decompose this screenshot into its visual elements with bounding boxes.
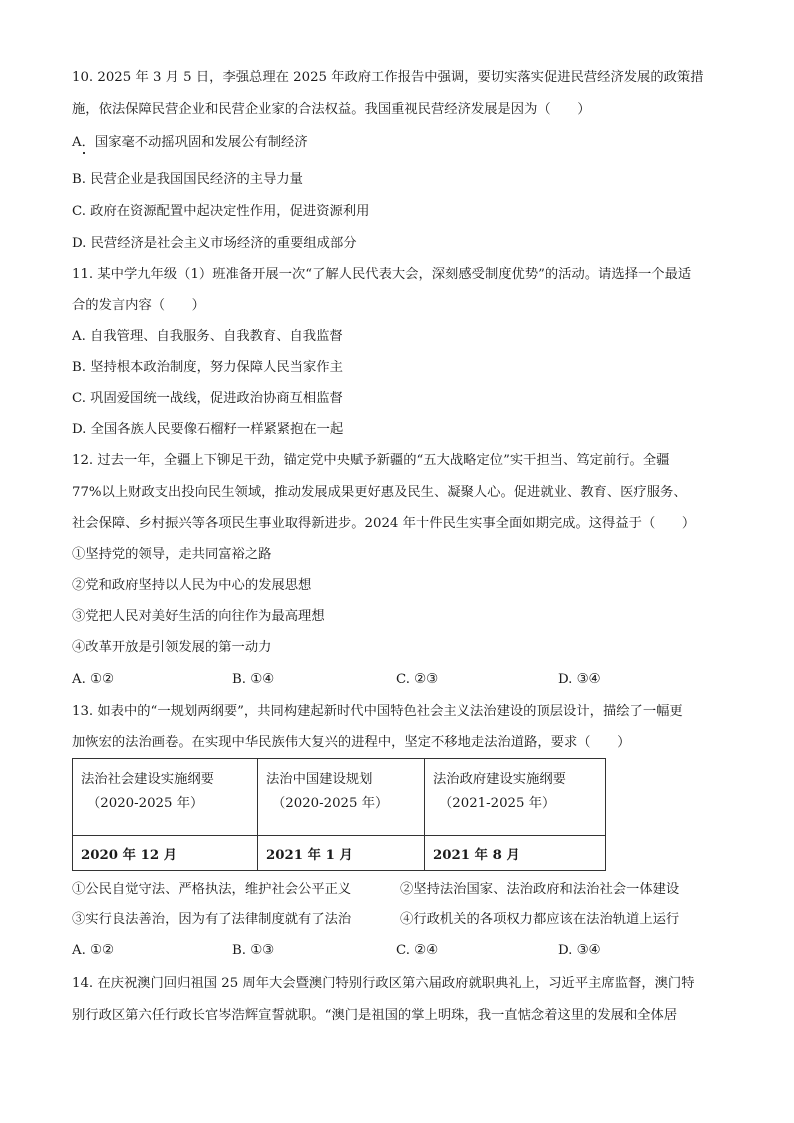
q11-stem-line1: 11. 某中学九年级（1）班准备开展一次“了解人民代表大会，深刻感受制度优势”的活动。请选择一个最适 [72,267,692,282]
table-plan-period: （2020-2025 年） [87,796,204,811]
q10-option-c: C. 政府在资源配置中起决定性作用，促进资源利用 [72,204,370,219]
q11-option-b: B. 坚持根本政治制度，努力保障人民当家作主 [72,360,343,375]
q12-item-4: ④改革开放是引领发展的第一动力 [72,640,272,655]
q13-items-row1 [72,880,732,900]
q14-stem-line1: 14. 在庆祝澳门回归祖国 25 周年大会暨澳门特别行政区第六届政府就职典礼上，习近平主席监督，澳门特 [72,976,695,991]
q13-choice-d: D. ③④ [558,943,601,958]
table-date-government: 2021 年 8 月 [425,836,606,871]
q11-option-c: C. 巩固爱国统一战线，促进政治协商互相监督 [72,391,343,406]
q13-choice-a: A. ①② [72,943,114,958]
table-header-row [73,759,606,836]
q12-stem-line3: 社会保障、乡村振兴等各项民生事业取得新进步。2024 年十件民生实事全面如期完成。这得益于（ ） [72,516,696,531]
table-plan-period: （2021-2025 年） [439,796,556,811]
q11-option-a: A. 自我管理、自我服务、自我教育、自我监督 [72,329,343,344]
q12-choice-a: A. ①② [72,672,114,687]
q10-option-d: D. 民营经济是社会主义市场经济的重要组成部分 [72,236,357,251]
q12-stem-line2: 77%以上财政支出投向民生领域，推动发展成果更好惠及民生、凝聚人心。促进就业、教育、医疗服务、 [72,485,687,500]
q14-stem-line2: 别行政区第六任行政长官岑浩辉宣誓就职。“澳门是祖国的掌上明珠，我一直惦念着这里的发展和全体居 [72,1008,678,1023]
table-plan-name: 法治中国建设规划 [266,772,373,787]
table-cell-society [73,759,258,836]
law-plans-table [72,758,606,871]
q10-stem-line2: 施，依法保障民营企业和民营企业家的合法权益。我国重视民营经济发展是因为（ ） [72,102,591,117]
q10-stem-line1: 10. 2025 年 3 月 5 日，李强总理在 2025 年政府工作报告中强调，要切实落实促进民营经济发展的政策措 [72,70,704,85]
table-cell-government [425,759,606,836]
stray-dot-mark [83,152,85,154]
table-plan-name: 法治社会建设实施纲要 [81,772,214,787]
q10-option-a: A．国家毫不动摇巩固和发展公有制经济 [72,135,308,150]
q12-item-2: ②党和政府坚持以人民为中心的发展思想 [72,578,312,593]
q11-option-d: D. 全国各族人民要像石榴籽一样紧紧抱在一起 [72,422,344,437]
q10-option-b: B. 民营企业是我国国民经济的主导力量 [72,172,303,187]
q11-stem-line2: 合的发言内容（ ） [72,298,205,313]
q12-choices [72,670,732,690]
q12-choice-b: B. ①④ [232,672,275,687]
q12-item-3: ③党把人民对美好生活的向往作为最高理想 [72,609,325,624]
table-plan-name: 法治政府建设实施纲要 [433,772,566,787]
table-date-china: 2021 年 1 月 [258,836,425,871]
table-plan-period: （2020-2025 年） [272,796,389,811]
q13-item-1: ①公民自觉守法、严格执法，维护社会公平正义 [72,882,352,897]
q13-choice-b: B. ①③ [232,943,275,958]
q12-choice-d: D. ③④ [558,672,601,687]
q13-items-row2 [72,910,732,930]
q12-choice-c: C. ②③ [396,672,438,687]
q13-item-2: ②坚持法治国家、法治政府和法治社会一体建设 [400,882,680,897]
q13-choices [72,941,732,961]
q13-choice-c: C. ②④ [396,943,438,958]
table-date-row [73,836,606,871]
q13-stem-line2: 加恢宏的法治画卷。在实现中华民族伟大复兴的进程中，坚定不移地走法治道路，要求（ ） [72,735,631,750]
q13-stem-line1: 13. 如表中的“一规划两纲要”，共同构建起新时代中国特色社会主义法治建设的顶层设计，描绘了一幅更 [72,704,683,719]
table-date-society: 2020 年 12 月 [73,836,258,871]
q12-item-1: ①坚持党的领导，走共同富裕之路 [72,547,272,562]
q12-stem-line1: 12. 过去一年，全疆上下铆足干劲，锚定党中央赋予新疆的“五大战略定位”实干担当、笃定前行。全疆 [72,453,670,468]
q13-item-3: ③实行良法善治，因为有了法律制度就有了法治 [72,912,352,927]
q13-item-4: ④行政机关的各项权力都应该在法治轨道上运行 [400,912,680,927]
table-cell-china [258,759,425,836]
